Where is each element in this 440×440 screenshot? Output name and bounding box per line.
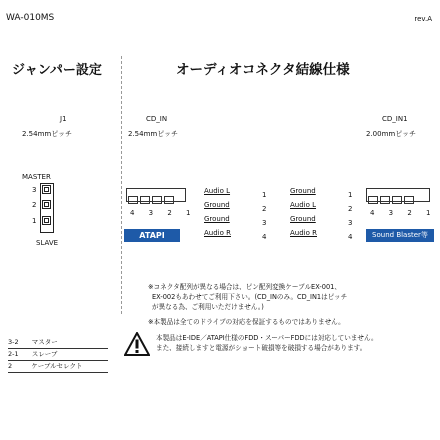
pin-number: 3 <box>262 219 267 227</box>
note-line: が異なる為、ご利用いただけません。) <box>152 303 264 311</box>
jumper-pin-number: 1 <box>32 217 37 225</box>
warning-line: また、接続しますと電源がショート破損等を破損する場合があります。 <box>156 344 367 352</box>
cd-in-signal: Ground <box>204 201 230 209</box>
cd-in1-signal: Ground <box>290 215 316 223</box>
cd-in1-signal: Audio R <box>290 229 317 237</box>
jumper-pin <box>42 216 51 225</box>
audio-section-title: オーディオコネクタ結線仕様 <box>176 62 350 78</box>
legend-pins: 3-2 <box>8 338 19 346</box>
master-label: MASTER <box>22 173 51 181</box>
cd-in-signal: Ground <box>204 215 230 223</box>
cd-in-label: CD_IN <box>146 115 168 123</box>
pin-number: 1 <box>262 191 267 199</box>
cd-in-pitch: 2.54mmピッチ <box>128 130 178 138</box>
jumper-pin <box>42 200 51 209</box>
cd-in1-pitch: 2.00mmピッチ <box>366 130 416 138</box>
pin-number: 2 <box>348 205 353 213</box>
pin-number: 1 <box>348 191 353 199</box>
cd-in-signal: Audio L <box>204 187 231 195</box>
section-divider <box>121 56 122 314</box>
cd-in-signal: Audio R <box>204 229 231 237</box>
cd-in1-label: CD_IN1 <box>382 115 408 123</box>
legend-pins: 2-1 <box>8 350 19 358</box>
legend-text: スレーブ <box>31 350 58 358</box>
note-line: ※本製品は全てのドライブの対応を保証するものではありません。 <box>148 318 345 326</box>
pin-number: 4 <box>262 233 267 241</box>
atapi-badge: ATAPI <box>124 229 180 242</box>
legend-pins: 2 <box>8 362 13 370</box>
pin-number: 2 <box>262 205 267 213</box>
jumper-section-title: ジャンパー設定 <box>12 63 102 78</box>
revision-label: rev.A <box>414 15 432 23</box>
pin-number: 4 <box>348 233 353 241</box>
jumper-pitch: 2.54mmピッチ <box>22 130 72 138</box>
jumper-label: J1 <box>60 115 67 123</box>
jumper-pin-number: 3 <box>32 186 37 194</box>
jumper-pin-number: 2 <box>32 201 37 209</box>
legend-text: マスター <box>31 338 58 346</box>
sound-blaster-badge: Sound Blaster等 <box>366 229 434 242</box>
note-line: ※コネクタ配列が異なる場合は、ピン配列変換ケーブルEX-001、 <box>148 283 341 291</box>
cd-in1-signal: Audio L <box>290 201 317 209</box>
note-line: EX-002もあわせてご利用下さい。(CD_INのみ。CD_IN1はピッチ <box>152 293 348 301</box>
warning-icon <box>124 332 150 356</box>
cd-in1-connector <box>366 188 430 202</box>
model-number: WA-010MS <box>6 13 55 23</box>
cd-in1-pin-numbers: 4 3 2 1 <box>370 209 437 217</box>
cd-in-pin-numbers: 4 3 2 1 <box>130 209 197 217</box>
legend-text: ケーブルセレクト <box>31 362 83 370</box>
cd-in-connector <box>126 188 186 202</box>
pin-number: 3 <box>348 219 353 227</box>
legend-row <box>8 353 108 373</box>
slave-label: SLAVE <box>36 239 59 247</box>
jumper-pin <box>42 185 51 194</box>
cd-in1-signal: Ground <box>290 187 316 195</box>
warning-line: 本製品はE-IDE／ATAPI仕様のFDD・スーパーFDDには対応していません。 <box>156 334 378 342</box>
